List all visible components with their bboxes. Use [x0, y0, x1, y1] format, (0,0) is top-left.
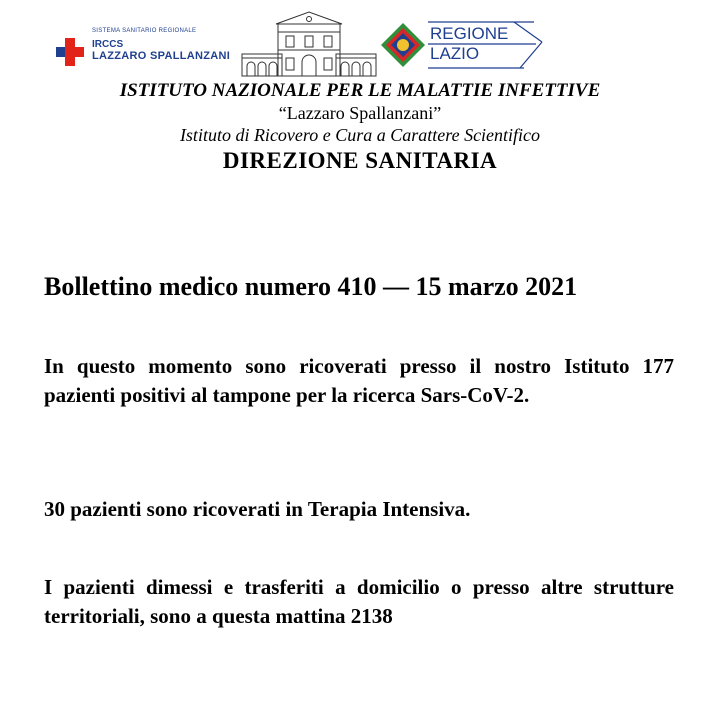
department-title: DIREZIONE SANITARIA: [222, 148, 498, 173]
logo-spallanzani-name: LAZZARO SPALLANZANI: [92, 50, 231, 62]
institute-description: Istituto di Ricovero e Cura a Carattere Scientifico: [179, 125, 541, 145]
bulletin-title: Bollettino medico numero 410 — 15 marzo 2021: [44, 272, 578, 301]
regione-emblem-icon: [380, 22, 426, 68]
logo-small-text: SISTEMA SANITARIO REGIONALE: [92, 28, 197, 34]
regione-text: REGIONE: [430, 24, 509, 43]
institute-subtitle: “Lazzaro Spallanzani”: [278, 103, 442, 123]
institution-header: [0, 80, 720, 176]
bulletin-paragraph-hospitalized: In questo momento sono ricoverati presso il nostro Istituto 177 pazienti positivi al tampone per la ricerca Sars-CoV-2.: [44, 354, 674, 407]
bulletin-paragraph-intensive-care: 30 pazienti sono ricoverati in Terapia Intensiva.: [44, 497, 471, 521]
red-cross-icon: [56, 38, 84, 66]
spallanzani-logo: [56, 26, 236, 66]
building-icon: [240, 10, 378, 78]
bulletin-paragraph-discharged: I pazienti dimessi e trasferiti a domicilio o presso altre strutture territoriali, sono a questa mattina 2138: [44, 575, 674, 628]
logo-bar: [0, 0, 720, 82]
logo-irccs-text: IRCCS: [92, 39, 124, 50]
regione-lazio-logo: [380, 20, 550, 70]
lazio-text: LAZIO: [430, 44, 480, 63]
institute-name: ISTITUTO NAZIONALE PER LE MALATTIE INFETTIVE: [119, 80, 601, 101]
